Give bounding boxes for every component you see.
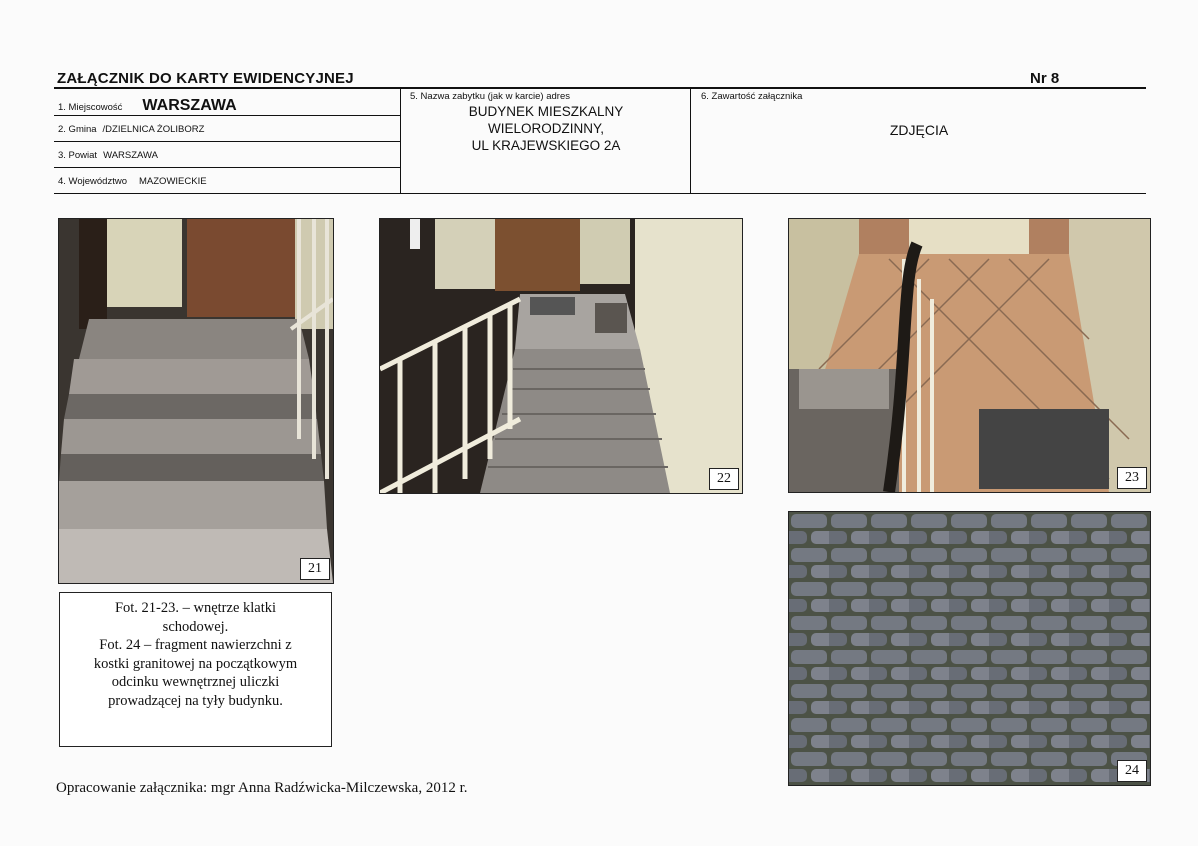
caption-line: Fot. 21-23. – wnętrze klatki [114, 600, 277, 616]
column-divider [690, 88, 691, 194]
field-label: 2. Gmina [58, 124, 97, 135]
attachment-number: Nr 8 [1030, 70, 1060, 87]
attachment-content: ZDJĘCIA [889, 122, 949, 138]
address-line: WIELORODZINNY, [487, 121, 604, 136]
photo-number: 22 [709, 468, 739, 490]
row-divider [54, 167, 401, 168]
caption-line: schodowej. [162, 618, 229, 635]
document-title: ZAŁĄCZNIK DO KARTY EWIDENCYJNEJ [57, 70, 354, 87]
address-line: BUDYNEK MIESZKALNY [468, 104, 624, 119]
table-bottom-rule [54, 193, 1146, 194]
caption-line: Fot. 24 – fragment nawierzchni z [99, 637, 292, 653]
row-divider [54, 115, 401, 116]
hallway-photo-icon [789, 219, 1150, 492]
photo-23 [788, 218, 1151, 493]
cobblestone-photo-icon [789, 512, 1150, 785]
field-nazwa-label: 5. Nazwa zabytku (jak w karcie) adres [410, 91, 570, 102]
photo-number: 21 [300, 558, 330, 580]
photo-caption [59, 592, 332, 747]
header-rule [54, 87, 1146, 89]
staircase-photo-icon [59, 219, 333, 583]
photo-number: 23 [1117, 467, 1147, 489]
field-label: 3. Powiat [58, 150, 98, 161]
staircase-photo-icon [380, 219, 742, 493]
photo-number: 24 [1117, 760, 1147, 782]
field-gmina [58, 124, 204, 135]
field-value: WARSZAWA [103, 150, 158, 161]
field-powiat [58, 150, 158, 161]
photo-22 [379, 218, 743, 494]
photo-24 [788, 511, 1151, 786]
field-label: 4. Województwo [58, 176, 127, 187]
row-divider [54, 141, 401, 142]
field-value: /DZIELNICA ŻOLIBORZ [102, 124, 205, 135]
photo-21 [58, 218, 334, 584]
field-wojewodztwo [58, 176, 207, 187]
field-label: 1. Miejscowość [58, 102, 123, 113]
author-footer: Opracowanie załącznika: mgr Anna Radźwicka-Milczewska, 2012 r. [56, 780, 468, 796]
field-zawartosc-label: 6. Zawartość załącznika [701, 91, 803, 102]
caption-line: odcinku wewnętrznej uliczki [111, 674, 280, 690]
field-value: WARSZAWA [142, 97, 237, 114]
monument-address [402, 103, 690, 154]
field-miejscowosc [58, 97, 237, 115]
address-line: UL KRAJEWSKIEGO 2A [471, 138, 621, 153]
caption-line: kostki granitowej na początkowym [93, 655, 298, 672]
caption-line: prowadzącej na tyły budynku. [108, 692, 283, 709]
field-value: MAZOWIECKIE [139, 176, 207, 187]
